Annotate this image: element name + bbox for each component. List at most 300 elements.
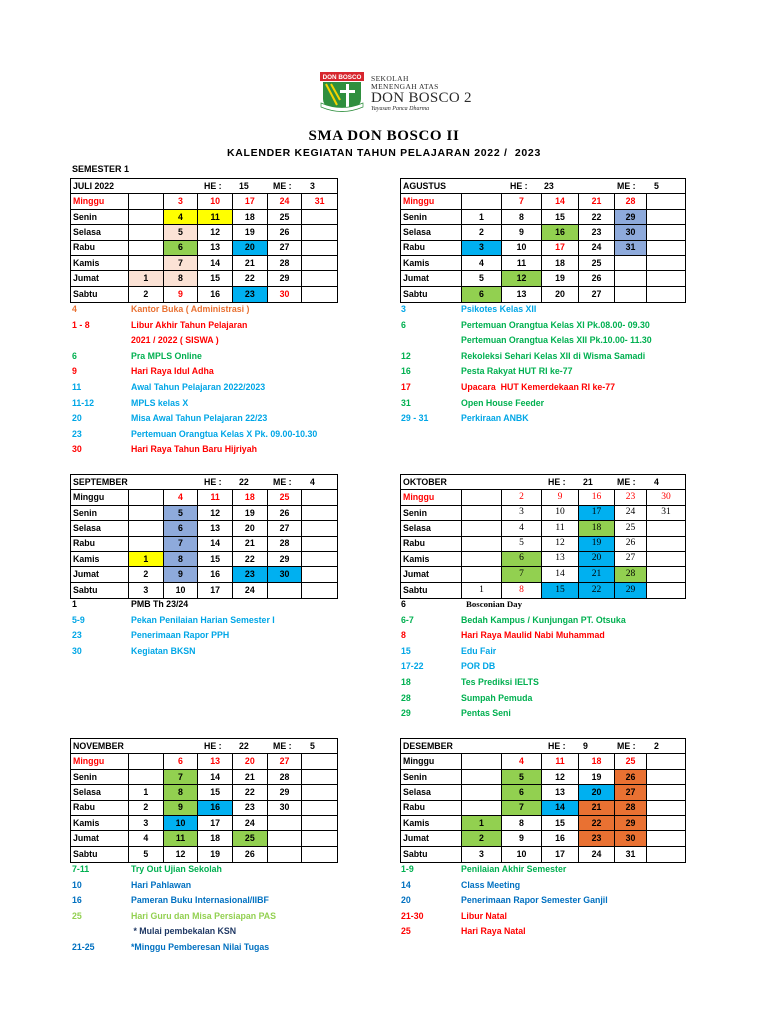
event-date: 7-11 <box>72 864 90 874</box>
day-label: Senin <box>401 770 462 785</box>
date-cell: 9 <box>164 287 199 302</box>
date-cell: 19 <box>579 537 615 552</box>
date-cell: 28 <box>615 801 647 816</box>
event-text: Libur Akhir Tahun Pelajaran <box>131 319 248 330</box>
date-cell: 7 <box>502 801 542 816</box>
date-cell: 12 <box>198 225 233 240</box>
date-cell: 16 <box>198 801 233 816</box>
date-cell: 2 <box>129 567 164 582</box>
date-cell: 6 <box>502 785 542 800</box>
event-text: MPLS kelas X <box>131 397 189 408</box>
event-row <box>72 380 317 396</box>
day-label: Jumat <box>71 271 129 286</box>
date-cell: 25 <box>268 490 303 505</box>
empty-cell <box>268 831 303 846</box>
date-cell: 18 <box>579 754 615 769</box>
date-cell: 28 <box>268 537 303 552</box>
event-row <box>72 411 317 427</box>
event-text: Kantor Buka ( Administrasi ) <box>131 304 250 314</box>
date-cell: 24 <box>579 847 615 862</box>
date-cell: 9 <box>164 567 199 582</box>
event-text: Hari Raya Maulid Nabi Muhammad <box>461 630 605 641</box>
me-value: 5 <box>310 741 315 751</box>
day-label: Rabu <box>71 537 129 552</box>
date-cell: 7 <box>502 194 542 209</box>
me-label: ME : <box>273 477 292 487</box>
month-table-agustus <box>400 178 686 303</box>
event-date: 31 <box>401 397 411 408</box>
event-text: Pesta Rakyat HUT RI ke-77 <box>461 366 573 377</box>
date-cell: 4 <box>502 754 542 769</box>
event-text: Penerimaan Rapor PPH <box>131 630 230 641</box>
day-label: Kamis <box>71 256 129 271</box>
empty-cell <box>647 256 685 271</box>
event-date: 16 <box>401 366 411 377</box>
event-row <box>401 691 626 707</box>
date-cell: 28 <box>615 567 647 582</box>
date-cell: 7 <box>164 256 199 271</box>
event-text: Class Meeting <box>461 879 521 890</box>
date-cell: 12 <box>502 271 542 286</box>
event-row <box>401 878 608 894</box>
event-date: 25 <box>72 910 82 921</box>
day-label: Rabu <box>401 801 462 816</box>
event-row <box>401 349 652 365</box>
event-date <box>401 333 461 349</box>
empty-cell <box>647 785 685 800</box>
empty-cell <box>647 287 685 302</box>
empty-cell <box>462 567 502 582</box>
event-date: 8 <box>401 630 406 641</box>
empty-cell <box>647 225 685 240</box>
date-cell: 3 <box>129 816 164 831</box>
event-text: Pertemuan Orangtua Kelas XI Pk.08.00- 09.30 <box>461 319 650 330</box>
event-row <box>72 333 317 349</box>
date-cell: 30 <box>268 287 303 302</box>
date-cell: 18 <box>233 210 268 225</box>
me-value: 4 <box>654 477 659 487</box>
event-date <box>72 333 131 349</box>
event-row <box>401 396 652 412</box>
date-cell: 16 <box>542 225 579 240</box>
day-label: Senin <box>71 770 129 785</box>
day-label: Minggu <box>401 194 462 209</box>
date-cell: 15 <box>542 583 579 598</box>
empty-cell <box>268 583 303 598</box>
date-cell: 18 <box>233 490 268 505</box>
date-cell: 14 <box>198 256 233 271</box>
empty-cell <box>129 194 164 209</box>
date-cell: 5 <box>462 271 502 286</box>
empty-cell <box>302 754 337 769</box>
empty-cell <box>647 241 685 256</box>
day-label: Sabtu <box>71 287 129 302</box>
event-row <box>72 597 275 613</box>
event-date: 6 <box>401 599 406 609</box>
event-text: Pra MPLS Online <box>131 350 202 361</box>
date-cell: 31 <box>647 506 685 521</box>
date-cell: 18 <box>542 256 579 271</box>
date-cell: 23 <box>233 567 268 582</box>
date-cell: 1 <box>462 210 502 225</box>
date-cell: 6 <box>502 552 542 567</box>
date-cell: 21 <box>233 256 268 271</box>
date-cell: 21 <box>233 770 268 785</box>
date-cell: 1 <box>129 271 164 286</box>
empty-cell <box>462 552 502 567</box>
date-cell: 22 <box>579 583 615 598</box>
empty-cell <box>647 537 685 552</box>
event-date: 16 <box>72 895 82 906</box>
date-cell: 19 <box>579 770 615 785</box>
day-label: Jumat <box>71 567 129 582</box>
date-cell: 17 <box>579 506 615 521</box>
date-cell: 10 <box>164 816 199 831</box>
event-row <box>72 613 275 629</box>
empty-cell <box>302 552 337 567</box>
day-label: Sabtu <box>401 847 462 862</box>
date-cell: 16 <box>542 831 579 846</box>
day-label: Rabu <box>401 537 462 552</box>
date-cell: 11 <box>198 210 233 225</box>
page-subtitle: KALENDER KEGIATAN TAHUN PELAJARAN 2022 / 2023 <box>226 147 541 159</box>
event-list-november <box>72 862 276 956</box>
event-text: Try Out Ujian Sekolah <box>131 864 222 874</box>
day-label: Senin <box>401 506 462 521</box>
day-label: Kamis <box>401 552 462 567</box>
event-text: * Mulai pembekalan KSN <box>131 926 237 937</box>
me-label: ME : <box>273 181 292 191</box>
date-cell: 8 <box>164 785 199 800</box>
date-cell: 14 <box>542 194 579 209</box>
month-table-september <box>70 474 338 599</box>
event-list-oktober <box>401 597 626 722</box>
date-cell: 11 <box>542 521 579 536</box>
event-text: Rekoleksi Sehari Kelas XII di Wisma Samadi <box>461 350 646 361</box>
date-cell: 17 <box>542 847 579 862</box>
date-cell: 4 <box>462 256 502 271</box>
date-cell: 4 <box>164 490 199 505</box>
he-label: HE : <box>204 477 222 487</box>
date-cell: 21 <box>579 194 615 209</box>
me-value: 2 <box>654 741 659 751</box>
date-cell: 24 <box>233 816 268 831</box>
empty-cell <box>302 241 337 256</box>
date-cell: 13 <box>542 785 579 800</box>
date-cell: 3 <box>462 241 502 256</box>
date-cell: 11 <box>198 490 233 505</box>
event-date: 15 <box>401 645 411 656</box>
date-cell: 5 <box>164 225 199 240</box>
empty-cell <box>462 521 502 536</box>
event-row <box>72 909 276 925</box>
date-cell: 21 <box>233 537 268 552</box>
date-cell: 13 <box>502 287 542 302</box>
logo-graphic <box>318 71 366 117</box>
date-cell: 12 <box>164 847 199 862</box>
date-cell: 22 <box>233 271 268 286</box>
empty-cell <box>302 490 337 505</box>
event-date: 3 <box>401 304 406 314</box>
date-cell: 15 <box>542 210 579 225</box>
me-label: ME : <box>617 181 636 191</box>
event-date: 1 - 8 <box>72 319 90 330</box>
date-cell: 28 <box>615 194 647 209</box>
month-table-oktober <box>400 474 686 599</box>
empty-cell <box>129 770 164 785</box>
event-text: Edu Fair <box>461 645 497 656</box>
event-row <box>401 364 652 380</box>
date-cell: 26 <box>579 271 615 286</box>
date-cell: 24 <box>268 194 303 209</box>
he-value: 15 <box>239 181 249 191</box>
event-text: 2021 / 2022 ( SISWA ) <box>131 335 219 346</box>
empty-cell <box>462 506 502 521</box>
day-label: Minggu <box>401 490 462 505</box>
me-value: 4 <box>310 477 315 487</box>
date-cell: 23 <box>233 801 268 816</box>
month-header <box>401 475 685 490</box>
he-value: 22 <box>239 741 249 751</box>
event-text: PMB Th 23/24 <box>131 599 189 609</box>
empty-cell <box>129 241 164 256</box>
date-cell: 16 <box>198 567 233 582</box>
date-cell: 22 <box>579 210 615 225</box>
month-name: NOVEMBER <box>73 741 124 751</box>
event-row <box>401 924 608 940</box>
school-wordmark <box>371 75 472 113</box>
date-cell: 10 <box>502 241 542 256</box>
date-cell: 31 <box>615 847 647 862</box>
date-cell: 4 <box>502 521 542 536</box>
event-date: 10 <box>72 879 82 890</box>
date-cell: 30 <box>268 567 303 582</box>
date-cell: 6 <box>164 241 199 256</box>
date-cell: 20 <box>579 552 615 567</box>
event-date: 30 <box>72 645 82 656</box>
date-cell: 2 <box>502 490 542 505</box>
date-cell: 6 <box>164 754 199 769</box>
page-title: SMA DON BOSCO II <box>308 128 460 144</box>
date-cell: 9 <box>502 225 542 240</box>
semester-label: SEMESTER 1 <box>72 164 130 174</box>
date-cell: 20 <box>579 785 615 800</box>
school-name: DON BOSCO 2 <box>371 90 472 106</box>
date-cell: 18 <box>579 521 615 536</box>
day-label: Rabu <box>401 241 462 256</box>
event-text: Hari Raya Idul Adha <box>131 366 214 377</box>
date-cell: 12 <box>198 506 233 521</box>
event-date: 14 <box>401 879 411 890</box>
month-header <box>71 739 337 754</box>
event-date: 5-9 <box>72 614 85 625</box>
event-text: Pertemuan Orangtua Kelas X Pk. 09.00-10.30 <box>131 428 318 439</box>
event-row <box>72 893 276 909</box>
date-cell: 30 <box>647 490 685 505</box>
date-cell: 8 <box>502 816 542 831</box>
empty-cell <box>302 271 337 286</box>
date-cell: 5 <box>502 770 542 785</box>
date-cell: 3 <box>462 847 502 862</box>
date-cell: 12 <box>542 770 579 785</box>
date-cell: 23 <box>579 225 615 240</box>
date-cell: 30 <box>268 801 303 816</box>
date-cell: 15 <box>198 785 233 800</box>
date-cell: 26 <box>233 847 268 862</box>
date-cell: 4 <box>129 831 164 846</box>
event-date: 4 <box>72 304 77 314</box>
date-cell: 19 <box>233 506 268 521</box>
empty-cell <box>462 770 502 785</box>
event-row <box>72 644 275 660</box>
he-value: 21 <box>583 477 593 487</box>
event-row <box>72 628 275 644</box>
event-list-juli <box>72 302 317 458</box>
event-date: 17-22 <box>401 661 424 672</box>
date-cell: 13 <box>198 521 233 536</box>
date-cell: 18 <box>198 831 233 846</box>
date-cell: 8 <box>502 583 542 598</box>
empty-cell <box>647 770 685 785</box>
month-name: JULI 2022 <box>73 181 115 191</box>
month-table-november <box>70 738 338 863</box>
event-row <box>401 380 652 396</box>
event-row <box>401 862 608 878</box>
empty-cell <box>462 785 502 800</box>
empty-cell <box>647 521 685 536</box>
date-cell: 6 <box>164 521 199 536</box>
empty-cell <box>129 537 164 552</box>
me-value: 3 <box>310 181 315 191</box>
empty-cell <box>302 256 337 271</box>
empty-cell <box>302 225 337 240</box>
day-label: Selasa <box>401 785 462 800</box>
event-date: 28 <box>401 692 411 703</box>
date-cell: 1 <box>462 583 502 598</box>
event-date: 6 <box>401 319 406 330</box>
date-cell: 31 <box>302 194 337 209</box>
empty-cell <box>268 847 303 862</box>
empty-cell <box>462 194 502 209</box>
event-date: 30 <box>72 444 82 455</box>
empty-cell <box>647 816 685 831</box>
empty-cell <box>302 210 337 225</box>
day-label: Minggu <box>71 194 129 209</box>
date-cell: 11 <box>502 256 542 271</box>
empty-cell <box>129 490 164 505</box>
event-list-desember <box>401 862 608 940</box>
event-date: 6 <box>72 350 77 361</box>
event-list-agustus <box>401 302 652 427</box>
date-cell: 10 <box>198 194 233 209</box>
event-date: 21-25 <box>72 941 95 952</box>
date-cell: 17 <box>198 816 233 831</box>
month-name: DESEMBER <box>403 741 453 751</box>
school-logo <box>318 71 366 117</box>
month-name: SEPTEMBER <box>73 477 128 487</box>
event-text: Hari Raya Tahun Baru Hijriyah <box>131 444 257 455</box>
event-row <box>72 940 276 956</box>
date-cell: 29 <box>615 583 647 598</box>
day-label: Selasa <box>71 785 129 800</box>
date-cell: 3 <box>164 194 199 209</box>
event-row <box>401 909 608 925</box>
empty-cell <box>615 256 647 271</box>
empty-cell <box>462 490 502 505</box>
date-cell: 23 <box>615 490 647 505</box>
day-label: Jumat <box>401 831 462 846</box>
event-row <box>401 644 626 660</box>
month-header <box>401 739 685 754</box>
empty-cell <box>302 506 337 521</box>
date-cell: 24 <box>579 241 615 256</box>
date-cell: 26 <box>615 770 647 785</box>
empty-cell <box>302 816 337 831</box>
event-text: Awal Tahun Pelajaran 2022/2023 <box>131 381 266 392</box>
event-date: 29 <box>401 708 411 719</box>
day-label: Selasa <box>71 225 129 240</box>
day-label: Minggu <box>401 754 462 769</box>
date-cell: 5 <box>164 506 199 521</box>
event-date: 17 <box>401 381 411 392</box>
date-cell: 24 <box>233 583 268 598</box>
event-row <box>401 333 652 349</box>
date-cell: 2 <box>462 225 502 240</box>
date-cell: 13 <box>542 552 579 567</box>
day-label: Selasa <box>401 225 462 240</box>
empty-cell <box>462 801 502 816</box>
day-label: Rabu <box>71 801 129 816</box>
event-text: Misa Awal Tahun Pelajaran 22/23 <box>131 413 268 424</box>
date-cell: 22 <box>233 552 268 567</box>
empty-cell <box>129 521 164 536</box>
date-cell: 5 <box>502 537 542 552</box>
day-label: Kamis <box>71 552 129 567</box>
date-cell: 17 <box>542 241 579 256</box>
event-date: 12 <box>401 350 411 361</box>
empty-cell <box>647 847 685 862</box>
empty-cell <box>129 754 164 769</box>
date-cell: 30 <box>615 225 647 240</box>
day-label: Kamis <box>71 816 129 831</box>
event-date: 20 <box>72 413 82 424</box>
month-header <box>71 179 337 194</box>
day-label: Minggu <box>71 754 129 769</box>
date-cell: 20 <box>233 521 268 536</box>
month-table-desember <box>400 738 686 863</box>
event-row <box>401 302 652 318</box>
date-cell: 12 <box>542 537 579 552</box>
event-row <box>401 318 652 334</box>
date-cell: 17 <box>233 194 268 209</box>
event-date: 11-12 <box>72 397 95 408</box>
date-cell: 10 <box>502 847 542 862</box>
date-cell: 21 <box>579 801 615 816</box>
event-text: Bosconian Day <box>466 599 522 609</box>
day-label: Sabtu <box>71 847 129 862</box>
date-cell: 27 <box>615 785 647 800</box>
empty-cell <box>647 567 685 582</box>
event-row <box>401 893 608 909</box>
date-cell: 5 <box>129 847 164 862</box>
event-row <box>401 675 626 691</box>
event-text: Open House Feeder <box>461 397 545 408</box>
day-label: Senin <box>401 210 462 225</box>
date-cell: 2 <box>129 801 164 816</box>
day-label: Kamis <box>401 256 462 271</box>
day-label: Senin <box>71 506 129 521</box>
event-text: Pentas Seni <box>461 708 511 719</box>
